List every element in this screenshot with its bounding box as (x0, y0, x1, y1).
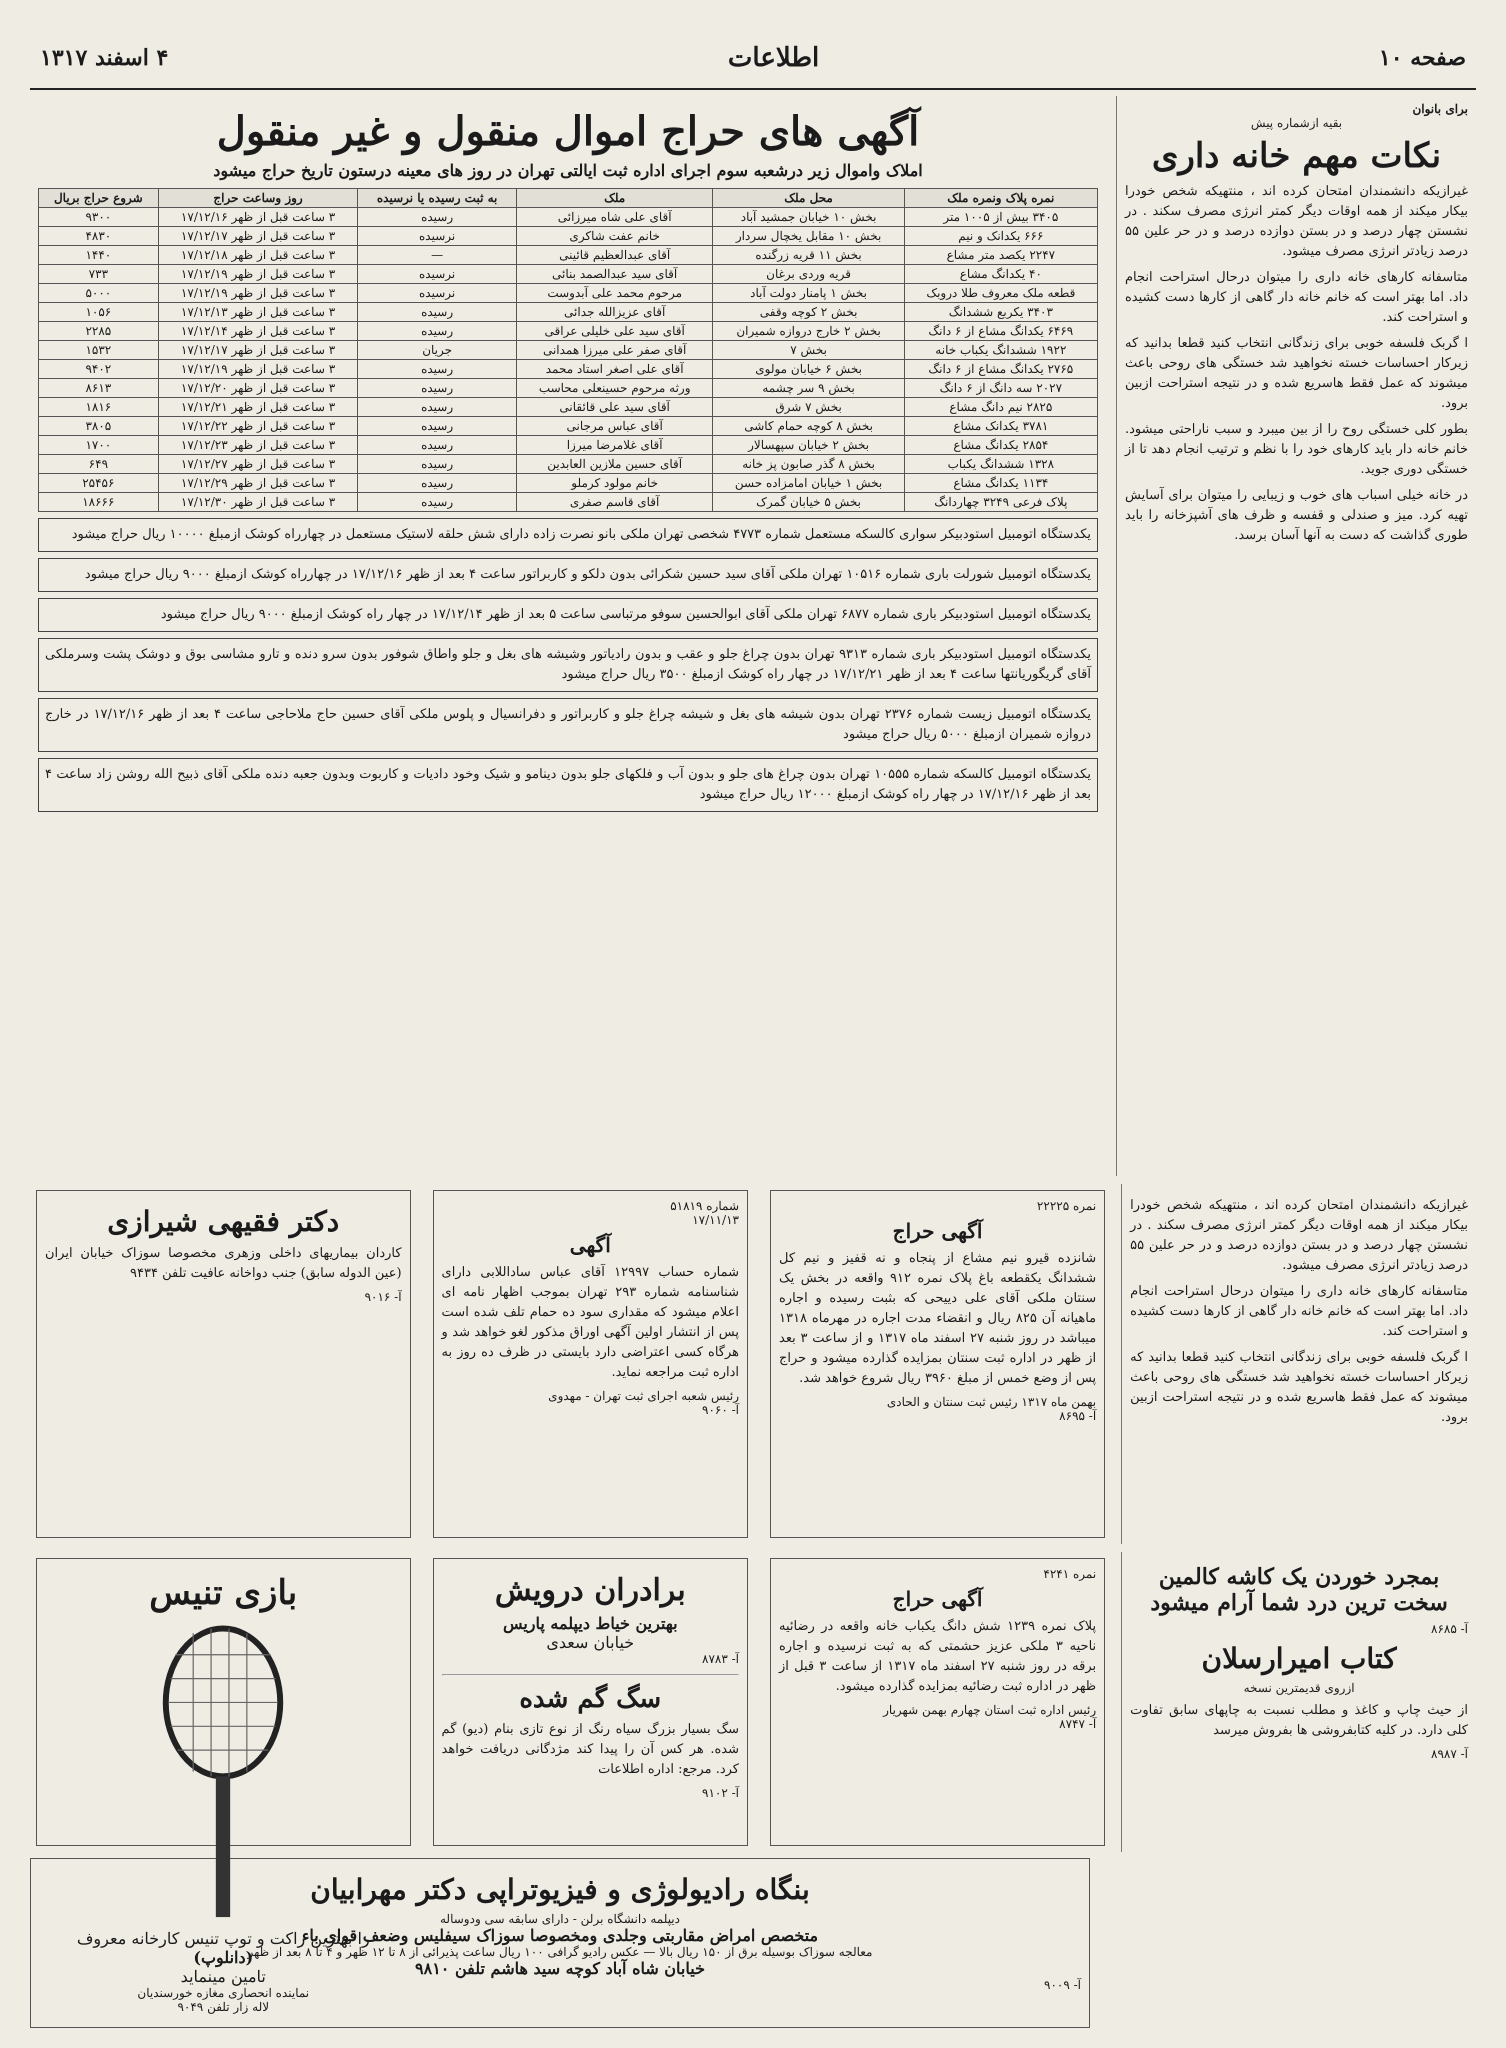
auction-cell: آقای علی شاه میرزائی (516, 208, 713, 227)
notice-title: آگهی حراج (892, 1219, 983, 1243)
auction-cell: ۴۸۳۰ (39, 227, 159, 246)
auction-cell: رسیده (358, 398, 516, 417)
auction-cell: رسیده (358, 474, 516, 493)
auction-cell: رسیده (358, 379, 516, 398)
auction-cell: پلاک فرعی ۳۲۴۹ چهاردانگ (904, 493, 1097, 512)
tennis-body1: را بهترین راکت و توپ تنیس کارخانه معروف (76, 1929, 370, 1948)
auction-cell: ۳۷۸۱ یکدانک مشاع (904, 417, 1097, 436)
auction-cell: بخش ۸ کوچه حمام کاشی (713, 417, 904, 436)
notice-text: پلاک نمره ۱۲۳۹ شش دانگ یکباب خانه واقعه در رضائیه ناحیه ۳ ملکی عزیز حشمتی که به ثبت نرسیده و اجاره برقه در روز شنبه ۲۷ اسفند ماه ۱۳۱۷ از ساعت ۳ قبل از ظهر در اداره ثبت رضائیه بمزایده گذارده میشود. (779, 1619, 1097, 1694)
car-notice: یکدستگاه اتومبیل زیست شماره ۲۳۷۶ تهران بدون شیشه های بغل و شیشه چراغ جلو و کاربراتور و دفرانسیال و پلوس ملکی آقای حسین حاج ملاحاجی ساعت ۴ بعد از ظهر ۱۷/۱۲/۱۶ در خارج دروازه شمیران ازمبلغ ۵۰۰۰ ریال حراج میشود (38, 698, 1098, 752)
newspaper-name: اطلاعات (727, 43, 820, 73)
auction-cell: آقای حسین ملازین العابدین (516, 455, 713, 474)
auction-cell: ۲۸۵۴ یکدانگ مشاع (904, 436, 1097, 455)
auction-cell: جریان (358, 341, 516, 360)
auction-cell: ۴۰ یکدانگ مشاع (904, 265, 1097, 284)
header-plaque: نمره پلاک ونمره ملک (904, 189, 1097, 208)
notice-footer: رئیس اداره ثبت استان چهارم بهمن شهریار (883, 1703, 1097, 1717)
radiology-ref: آ- ۹۰۰۹ (1044, 1978, 1081, 1992)
auction-cell: ۵۰۰۰ (39, 284, 159, 303)
auction-cell: ۳ ساعت قبل از ظهر ۱۷/۱۲/۳۰ (158, 493, 358, 512)
masthead (30, 28, 1476, 90)
auction-cell: رسیده (358, 303, 516, 322)
car-notice: یکدستگاه اتومبیل استودبیکر سواری کالسکه مستعمل شماره ۴۷۷۳ شخصی تهران ملکی بانو نصرت زاده دارای شش حلقه لاستیک مستعمل در چهارراه کوشک ازمبلغ ۱۰۰۰۰ ریال حراج میشود (38, 518, 1098, 552)
page-label: صفحه ۱۰ (1378, 45, 1466, 71)
auction-cell: ۳ ساعت قبل از ظهر ۱۷/۱۲/۱۶ (158, 208, 358, 227)
darvish-ad (433, 1558, 748, 1846)
auction-row (39, 398, 1098, 417)
car-notice: یکدستگاه اتومبیل شورلت باری شماره ۱۰۵۱۶ تهران ملکی آقای سید حسین شکرائی بدون دلکو و کاربراتور ساعت ۴ بعد از ظهر ۱۷/۱۲/۱۶ در چهارراه کوشک ازمبلغ ۹۰۰۰ ریال حراج میشود (38, 558, 1098, 592)
article-paragraph: متاسفانه کارهای خانه داری را میتوان درحال استراحت انجام داد. اما بهتر است که خانم خانه دار گاهی از کارها دست کشیده و استراحت کند. (1130, 1284, 1468, 1339)
auction-cell: ۷۳۳ (39, 265, 159, 284)
doctor-ad (36, 1190, 411, 1538)
haraj-notice-2 (770, 1558, 1105, 1846)
auction-cell: رسیده (358, 208, 516, 227)
auction-cell: بخش ۲ کوچه وقفی (713, 303, 904, 322)
notice-ref: آ- ۸۷۴۷ (1059, 1717, 1097, 1731)
auction-cell: ۱۴۴۰ (39, 246, 159, 265)
book-title: کتاب امیرارسلان (1201, 1642, 1397, 1675)
auction-rows (39, 208, 1098, 512)
issue-date: ۴ اسفند ۱۳۱۷ (40, 45, 169, 71)
auction-cell: آقای غلامرضا میرزا (516, 436, 713, 455)
auction-cell: بخش ۵ خیابان گمرک (713, 493, 904, 512)
auction-cell: ۱۵۳۲ (39, 341, 159, 360)
notice-title: آگهی حراج (892, 1587, 983, 1611)
auction-cell: ۲۷۶۵ یکدانگ مشاع از ۶ دانگ (904, 360, 1097, 379)
auction-cell: نرسیده (358, 265, 516, 284)
radiology-title: بنگاه رادیولوژی و فیزیوتراپی دکتر مهرابیان (310, 1873, 810, 1906)
auction-cell: ۲۵۴۵۶ (39, 474, 159, 493)
notice-number: نمره ۲۲۲۲۵ (1036, 1199, 1097, 1213)
radiology-details: معالجه سوزاک بوسیله برق از ۱۵۰ ریال بالا — عکس رادیو گرافی ۱۰۰ ریال ساعت پذیرائی از ۸ تا ۱۲ ظهر و ۴ تا ۸ بعد از ظهر (247, 1945, 873, 1959)
auction-cell: ۳۴۰۵ بیش از ۱۰۰۵ متر (904, 208, 1097, 227)
notice-number: شماره ۵۱۸۱۹ (670, 1199, 739, 1213)
auction-cell: ۲۰۲۷ سه دانگ از ۶ دانگ (904, 379, 1097, 398)
auction-cell: آقای علی اصغر استاد محمد (516, 360, 713, 379)
auction-cell: ۲۲۸۵ (39, 322, 159, 341)
auction-cell: بخش ۲ خارج دروازه شمیران (713, 322, 904, 341)
auction-cell: آقای سید علی قائقانی (516, 398, 713, 417)
auction-cell: بخش ۸ گذر صابون پز خانه (713, 455, 904, 474)
auction-cell: مرحوم محمد علی آبدوست (516, 284, 713, 303)
auction-cell: آقای عباس مرجانی (516, 417, 713, 436)
book-subtitle: ازروی قدیمترین نسخه (1243, 1681, 1355, 1695)
darvish-ref: آ- ۸۷۸۳ (702, 1652, 739, 1666)
auction-cell: خانم عفت شاکری (516, 227, 713, 246)
darvish-address: خیابان سعدی (546, 1633, 635, 1652)
auction-cell: بخش ۷ (713, 341, 904, 360)
auction-cell: ۳ ساعت قبل از ظهر ۱۷/۱۲/۱۷ (158, 341, 358, 360)
auction-cell: ۱۳۲۸ ششدانگ یکباب (904, 455, 1097, 474)
article-paragraph: بطور کلی خستگی روح را از بین میبرد و سبب ناراحتی میشود. خانم خانه دار باید کارهای خود را با نظم و ترتیب انجام دهد تا از خستگی دوری جوید. (1125, 422, 1468, 477)
auction-row (39, 379, 1098, 398)
womens-section (1116, 96, 1476, 1176)
auction-cell: ۱۷۰۰ (39, 436, 159, 455)
auction-cell: نرسیده (358, 227, 516, 246)
doctor-ref: آ- ۹۰۱۶ (364, 1290, 402, 1304)
book-ref: آ- ۸۹۸۷ (1431, 1747, 1468, 1761)
auction-cell: ۲۲۴۷ یکصد متر مشاع (904, 246, 1097, 265)
auction-cell: بخش ۱۰ خیابان جمشید آباد (713, 208, 904, 227)
continued-note: بقیه ازشماره پیش (1250, 116, 1343, 130)
auction-cell: رسیده (358, 493, 516, 512)
auction-cell: ۲۸۲۵ نیم دانگ مشاع (904, 398, 1097, 417)
header-start-price: شروع حراج بریال (39, 189, 159, 208)
womens-section-continued (1121, 1184, 1476, 1544)
tennis-ad (36, 1558, 411, 2014)
pain-ad-ref: آ- ۸۶۸۵ (1431, 1622, 1468, 1636)
auction-cell: ۳ ساعت قبل از ظهر ۱۷/۱۲/۲۷ (158, 455, 358, 474)
auction-cell: بخش ۱ خیابان امامزاده حسن (713, 474, 904, 493)
auction-cell: ۳ ساعت قبل از ظهر ۱۷/۱۲/۱۹ (158, 284, 358, 303)
auction-subtitle: املاک واموال زیر درشعبه سوم اجرای اداره ثبت ایالتی تهران در روز های معینه درستون تاریخ حراج میشود (213, 161, 923, 180)
auction-cell: رسیده (358, 455, 516, 474)
auction-cell: ۹۳۰۰ (39, 208, 159, 227)
auction-cell: ۱۹۲۲ ششدانگ یکباب خانه (904, 341, 1097, 360)
auction-cell: آقای صفر علی میرزا همدانی (516, 341, 713, 360)
auction-cell: بخش ۱ پامنار دولت آباد (713, 284, 904, 303)
newspaper-page (30, 28, 1476, 2018)
notice-title: آگهی (569, 1233, 611, 1257)
auction-row (39, 265, 1098, 284)
auction-cell: نرسیده (358, 284, 516, 303)
notice-number: نمره ۴۲۴۱ (1043, 1567, 1097, 1581)
auction-cell: آقای قاسم صفری (516, 493, 713, 512)
auction-cell: ۶۶۶ یکدانک و نیم (904, 227, 1097, 246)
auction-cell: بخش ۲ خیابان سپهسالار (713, 436, 904, 455)
agahi-notice (433, 1190, 748, 1538)
right-lower-ads (1121, 1552, 1476, 1852)
tennis-provider: تامین مینماید (180, 1967, 266, 1986)
lost-dog-text: سگ بسیار بزرگ سیاه رنگ از نوع تازی بنام (دیو) گم شده. هر کس آن را پیدا کند مژدگانی دریافت خواهد کرد. مرجع: اداره اطلاعات (441, 1722, 739, 1777)
auction-cell: ۶۴۹ (39, 455, 159, 474)
notice-ref: آ- ۹۰۶۰ (702, 1403, 739, 1417)
auction-row (39, 436, 1098, 455)
auction-cell: ۶۴۶۹ یکدانگ مشاع از ۶ دانگ (904, 322, 1097, 341)
auction-cell: ۳ ساعت قبل از ظهر ۱۷/۱۲/۱۸ (158, 246, 358, 265)
auction-cell: ۳ ساعت قبل از ظهر ۱۷/۱۲/۱۷ (158, 227, 358, 246)
auction-cell: قریه وردی برغان (713, 265, 904, 284)
car-notice: یکدستگاه اتومبیل کالسکه شماره ۱۰۵۵۵ تهران بدون چراغ های جلو و بدون آب و فلکهای جلو بدون دینامو و شیک وخود دادیات و کاربوت وبدون جعبه دنده ملکی آقای ذبیح الله روشن زاد ساعت ۴ بعد از ظهر ۱۷/۱۲/۱۶ در چهار راه کوشک ازمبلغ ۱۲۰۰۰ ریال حراج میشود (38, 758, 1098, 812)
auction-cell: ۳ ساعت قبل از ظهر ۱۷/۱۲/۱۹ (158, 360, 358, 379)
auction-cell: آقای عبدالعظیم قائینی (516, 246, 713, 265)
haraj-notice-1 (770, 1190, 1105, 1538)
car-notice: یکدستگاه اتومبیل استودبیکر باری شماره ۶۸۷۷ تهران ملکی آقای ابوالحسین سوفو مرتباسی ساعت ۵ بعد از ظهر ۱۷/۱۲/۱۴ در چهار راه کوشک ازمبلغ ۹۰۰۰ ریال حراج میشود (38, 598, 1098, 632)
book-text: از حیث چاپ و کاغذ و مطلب نسبت به چاپهای سابق تفاوت کلی دارد. در کلیه کتابفروشی ها بفروش میرسد (1130, 1703, 1468, 1738)
tennis-racket-icon (133, 1619, 313, 1929)
notice-date: ۱۷/۱۱/۱۳ (692, 1213, 739, 1227)
auction-cell: ۳ ساعت قبل از ظهر ۱۷/۱۲/۱۳ (158, 303, 358, 322)
auction-cell: خانم مولود کرملو (516, 474, 713, 493)
notice-footer: بهمن ماه ۱۳۱۷ رئیس ثبت سنتان و الحادی (886, 1395, 1097, 1409)
auction-title: آگهی های حراج اموال منقول و غیر منقول (216, 108, 920, 155)
notice-text: شانزده قیرو نیم مشاع از پنجاه و نه قفیز و نیم کل ششدانگ یکقطعه باغ پلاک نمره ۹۱۲ واقعه در بخش یک سنتان ملکی آقای علی دییحی که بثبت رسیده و اجاره ماهیانه آن ۸۲۵ ریال و انقضاء مدت اجاره در مهرماه ۱۳۱۸ میباشد در روز شنبه ۲۷ اسفند ماه ۱۳۱۷ و از ساعت ۳ بعد از ظهر در اداره ثبت سنتان بمزایده گذارده میشود و حراج پس از وضع خمس از مبلغ ۳۹۶۰ ریال شروع خواهد شد. (779, 1251, 1097, 1386)
auction-cell: ۳۴۰۳ یکربع ششدانگ (904, 303, 1097, 322)
notice-footer: رئیس شعبه اجرای ثبت تهران - مهدوی (548, 1389, 739, 1403)
auction-table (38, 188, 1098, 512)
auction-row (39, 455, 1098, 474)
auction-table-header (39, 189, 1098, 208)
auction-cell: بخش ۱۱ قریه زرگنده (713, 246, 904, 265)
auction-cell: ۱۱۳۴ یکدانگ مشاع (904, 474, 1097, 493)
section-tag: برای بانوان (1412, 102, 1468, 116)
auction-cell: آقای عزیزالله جدائی (516, 303, 713, 322)
auction-row (39, 341, 1098, 360)
auction-cell: ۳ ساعت قبل از ظهر ۱۷/۱۲/۱۹ (158, 265, 358, 284)
auction-row (39, 246, 1098, 265)
auction-cell: رسیده (358, 436, 516, 455)
article-paragraph: متاسفانه کارهای خانه داری را میتوان درحال استراحت انجام داد. اما بهتر است که خانم خانه دار گاهی از کارها دست کشیده و استراحت کند. (1125, 270, 1468, 325)
article-paragraph: ا گربک فلسفه خوبی برای زندگانی انتخاب کنید قطعا بدانید که زیرکار احساسات خسته نخواهید شد خستگی های روحی باعث میشوند که عمل فقط هاسریع شده و در نتیجه استراحت ازبین برود. (1125, 336, 1468, 411)
lost-dog-ref: آ- ۹۱۰۲ (702, 1786, 739, 1800)
pain-ad: بمجرد خوردن یک کاشه کالمین سخت ترین درد شما آرام میشود (1150, 1564, 1448, 1616)
auction-cell: آقای سید علی خلیلی عراقی (516, 322, 713, 341)
auction-cell: ۱۰۵۶ (39, 303, 159, 322)
article-paragraph: غیرازیکه دانشمندان امتحان کرده اند ، منتهیکه شخص خودرا بیکار میکند از همه اوقات دیگر کمتر انرژی مصرف سکند . در نشستن چهار درصد و در بستن دوازده درصد و در حر علین ۵۵ درصد زیادتر انرژی مصرف میشود. (1125, 184, 1468, 259)
radiology-address: خیابان شاه آباد کوچه سید هاشم تلفن ۹۸۱۰ (415, 1959, 705, 1978)
auction-cell: رسیده (358, 417, 516, 436)
header-location: محل ملک (713, 189, 904, 208)
auction-row (39, 474, 1098, 493)
auction-cell: ۱۸۶۶۶ (39, 493, 159, 512)
auction-cell: — (358, 246, 516, 265)
radiology-subtitle: دیپلمه دانشگاه برلن - دارای سابقه سی ودوساله (440, 1912, 680, 1926)
auction-cell: بخش ۹ سر چشمه (713, 379, 904, 398)
car-notice: یکدستگاه اتومبیل استودبیکر باری شماره ۹۳۱۳ تهران بدون چراغ جلو و عقب و بدون رادیاتور وشیشه های بغل و جلو واطاق شوفور بدون سرو دنده و تارو مشاسی بوق و دوشک پشت وسرملکی آقای گریگوریانتها ساعت ۴ بعد از ظهر ۱۷/۱۲/۲۱ در چهار راه کوشک ازمبلغ ۳۵۰۰ ریال حراج میشود (38, 638, 1098, 692)
section-title: نکات مهم خانه داری (1151, 136, 1442, 176)
auction-row (39, 227, 1098, 246)
darvish-title: برادران درویش (494, 1573, 686, 1608)
auction-section (30, 96, 1106, 1176)
radiology-specialty: متخصص امراض مقاربتی وجلدی ومخصوصا سوزاک سیفلیس وضعف قوای باء (301, 1926, 819, 1945)
auction-cell: ورثه مرحوم حسینعلی محاسب (516, 379, 713, 398)
darvish-subtitle: بهترین خیاط دیپلمه پاریس (502, 1614, 678, 1633)
header-date: روز وساعت حراج (158, 189, 358, 208)
auction-cell: ۳ ساعت قبل از ظهر ۱۷/۱۲/۲۱ (158, 398, 358, 417)
tennis-brand: (دانلوپ) (193, 1948, 254, 1967)
tennis-phone: لاله زار تلفن ۹۰۴۹ (177, 2000, 270, 2014)
lost-dog-title: سگ گم شده (519, 1684, 662, 1714)
auction-cell: بخش ۶ خیابان مولوی (713, 360, 904, 379)
tennis-agent: نماینده انحصاری مغازه خورسندیان (137, 1986, 310, 2000)
header-owner: ملک (516, 189, 713, 208)
notice-text: شماره حساب ۱۲۹۹۷ آقای عباس ساداللابی دارای شناسنامه شماره ۲۹۳ تهران بموجب اظهار نامه ای اعلام میشود که مقداری سود ده حمام تلف شده است پس از انتشار اولین آگهی اوراق مذکور لغو خواهد شد و هرگاه کسی اعتراضی دارد بایستی در ظرف ده روز به اداره ثبت مراجعه نماید. (441, 1265, 739, 1380)
auction-row (39, 208, 1098, 227)
auction-cell: ۳ ساعت قبل از ظهر ۱۷/۱۲/۲۲ (158, 417, 358, 436)
auction-row (39, 284, 1098, 303)
auction-cell: ۳ ساعت قبل از ظهر ۱۷/۱۲/۲۹ (158, 474, 358, 493)
auction-row (39, 360, 1098, 379)
notice-ref: آ- ۸۶۹۵ (1059, 1409, 1097, 1423)
auction-cell: آقای سید عبدالصمد بنائی (516, 265, 713, 284)
auction-cell: بخش ۷ شرق (713, 398, 904, 417)
auction-row (39, 493, 1098, 512)
auction-row (39, 417, 1098, 436)
car-notices (38, 518, 1098, 812)
header-registered: به ثبت رسیده یا نرسیده (358, 189, 516, 208)
article-paragraph: غیرازیکه دانشمندان امتحان کرده اند ، منتهیکه شخص خودرا بیکار میکند از همه اوقات دیگر کمتر انرژی مصرف سکند . در نشستن چهار درصد و در بستن دوازده درصد و در حر علین ۵۵ درصد زیادتر انرژی مصرف میشود. (1130, 1198, 1468, 1273)
article-paragraph: ا گربک فلسفه خوبی برای زندگانی انتخاب کنید قطعا بدانید که زیرکار احساسات خسته نخواهید شد خستگی های روحی باعث میشوند که عمل فقط هاسریع شده و در نتیجه استراحت ازبین برود. (1130, 1350, 1468, 1425)
doctor-text: کاردان بیماریهای داخلی وزهری مخصوصا سوزاک خیابان ایران (عین الدوله سابق) جنب دواخانه عافیت تلفن ۹۴۳۴ (45, 1246, 402, 1281)
auction-cell: ۱۸۱۶ (39, 398, 159, 417)
auction-cell: رسیده (358, 360, 516, 379)
tennis-heading: بازی تنیس (149, 1573, 298, 1613)
doctor-name: دکتر فقیهی شیرازی (107, 1205, 340, 1238)
auction-cell: قطعه ملک معروف طلا دروبک (904, 284, 1097, 303)
auction-cell: بخش ۱۰ مقابل یخچال سردار (713, 227, 904, 246)
auction-cell: ۳ ساعت قبل از ظهر ۱۷/۱۲/۲۰ (158, 379, 358, 398)
auction-cell: ۹۴۰۲ (39, 360, 159, 379)
auction-cell: ۳ ساعت قبل از ظهر ۱۷/۱۲/۲۳ (158, 436, 358, 455)
auction-row (39, 303, 1098, 322)
auction-cell: رسیده (358, 322, 516, 341)
article-paragraph: در خانه خیلی اسباب های خوب و زیبایی را میتوان برای آسایش تهیه کرد. میز و صندلی و قفسه و ظرف های آشپزخانه را باید طوری گذاشت که دست به آنها آسان برسد. (1125, 488, 1468, 543)
auction-cell: ۳ ساعت قبل از ظهر ۱۷/۱۲/۱۴ (158, 322, 358, 341)
auction-row (39, 322, 1098, 341)
auction-cell: ۸۶۱۳ (39, 379, 159, 398)
auction-cell: ۳۸۰۵ (39, 417, 159, 436)
